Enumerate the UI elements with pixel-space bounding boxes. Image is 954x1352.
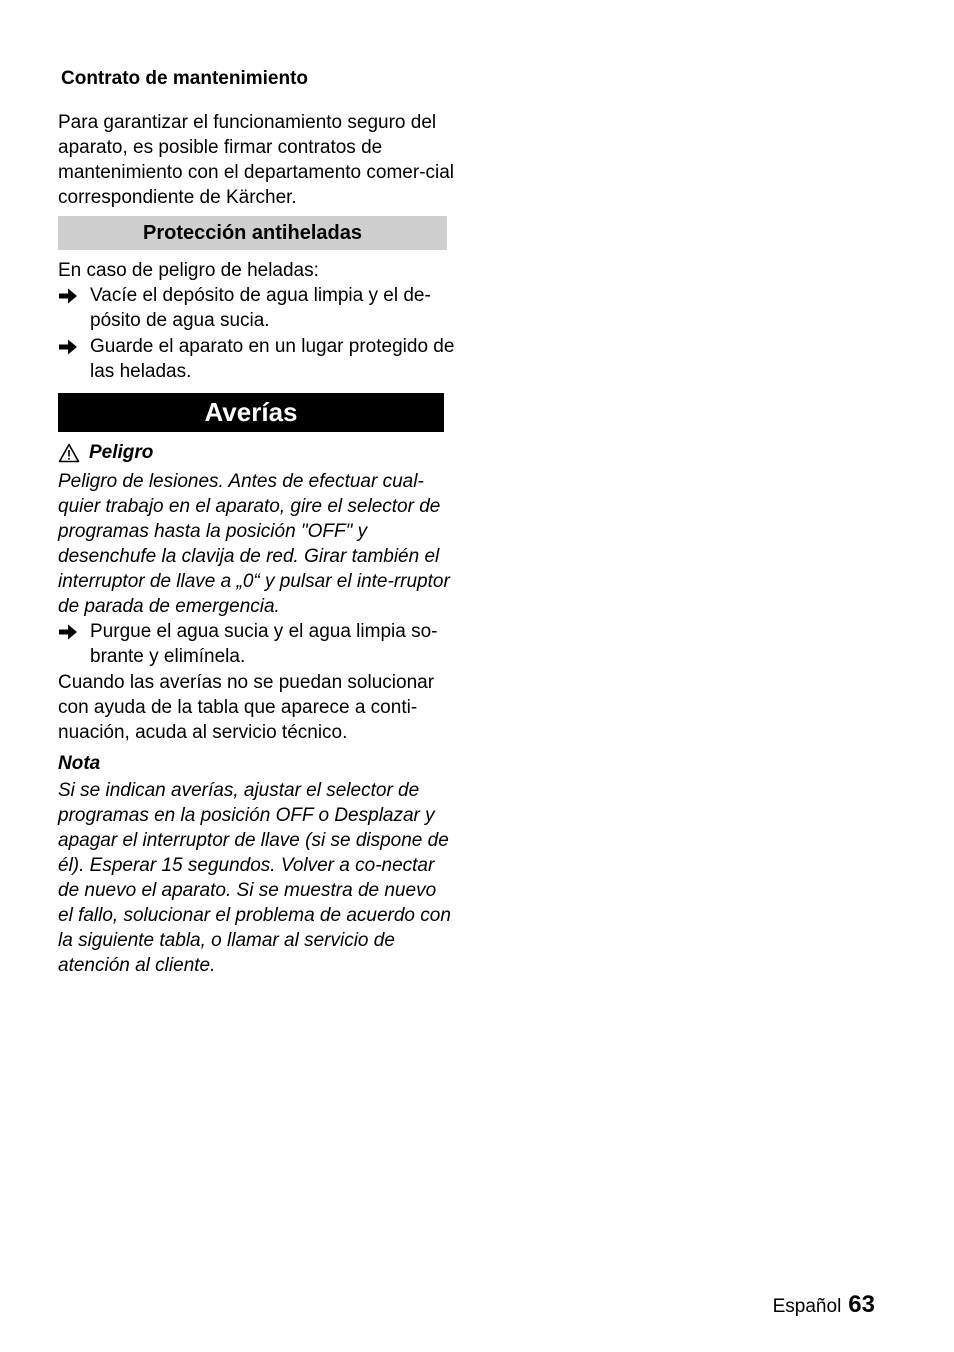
note-label: Nota [58, 753, 101, 774]
frost-heading: Protección antiheladas [58, 216, 447, 250]
footer-language: Español [772, 1296, 842, 1317]
faults-body: Cuando las averías no se puedan solucionar con ayuda de la tabla que aparece a conti-nuación, acuda al servicio técnico. [58, 672, 435, 743]
maintenance-heading: Contrato de mantenimiento [61, 68, 309, 89]
frost-step-2 [58, 334, 456, 384]
frost-step-1 [58, 283, 456, 333]
frost-step-1-text: Vacíe el depósito de agua limpia y el de-pósito de agua sucia. [90, 285, 431, 331]
faults-step [58, 619, 456, 669]
danger-text: Peligro de lesiones. Antes de efectuar cual-quier trabajo en el aparato, gire el selector de programas hasta la posición "OFF" y desenchufe la clavija de red. Girar también el interruptor de llave a „0“ y pulsar el inte-rruptor de parada de emergencia. [58, 471, 450, 617]
maintenance-body: Para garantizar el funcionamiento seguro del aparato, es posible firmar contratos de mantenimiento con el departamento comer-cial correspondiente de Kärcher. [58, 112, 455, 208]
note-text: Si se indican averías, ajustar el selector de programas en la posición OFF o Desplazar y apagar el interruptor de llave (si se dispone de él). Esperar 15 segundos. Volver a co-nectar de nuevo el aparato. Si se muestra de nuevo el fallo, solucionar el problema de acuerdo con la siguiente tabla, o llamar al servicio de atención al cliente. [58, 780, 451, 976]
danger-heading [58, 441, 456, 465]
danger-label: Peligro [89, 442, 154, 463]
faults-step-text: Purgue el agua sucia y el agua limpia so-brante y elimínela. [90, 621, 438, 667]
faults-heading: Averías [58, 393, 444, 432]
arrow-right-icon [58, 287, 78, 305]
page-number: 63 [848, 1291, 875, 1318]
page-footer [773, 1291, 875, 1319]
faults-section [58, 441, 456, 978]
frost-section [58, 258, 456, 384]
arrow-right-icon [58, 623, 78, 641]
frost-intro: En caso de peligro de heladas: [58, 260, 319, 281]
maintenance-section [58, 110, 456, 210]
warning-triangle-icon [58, 443, 80, 463]
frost-step-2-text: Guarde el aparato en un lugar protegido de las heladas. [90, 336, 455, 382]
arrow-right-icon [58, 338, 78, 356]
